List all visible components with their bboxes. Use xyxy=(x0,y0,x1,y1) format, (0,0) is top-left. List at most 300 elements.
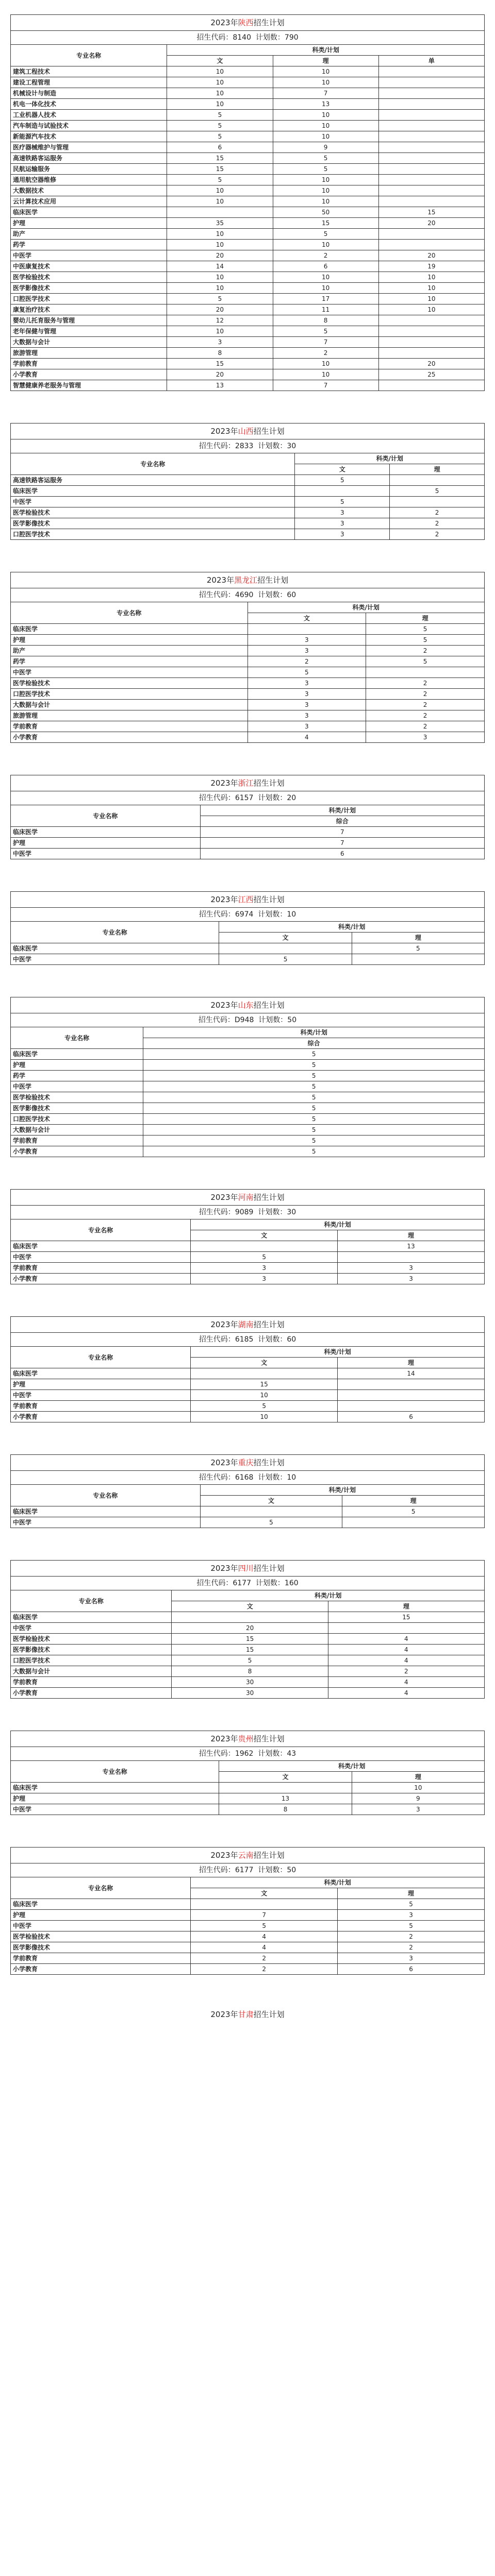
quota-cell: 10 xyxy=(273,121,378,131)
table-row xyxy=(11,1623,485,1634)
major-name-cell: 医学影像技术 xyxy=(11,1942,191,1953)
quota-cell: 4 xyxy=(191,1931,338,1942)
quota-cell: 5 xyxy=(167,175,273,185)
major-name-cell: 大数据与会计 xyxy=(11,700,248,710)
quota-cell: 5 xyxy=(143,1103,485,1114)
quota-cell xyxy=(378,326,484,337)
title-suffix: 招生计划 xyxy=(253,1564,285,1573)
quota-cell: 5 xyxy=(143,1071,485,1081)
table-row xyxy=(11,1049,485,1060)
section-title xyxy=(11,892,485,908)
quota-cell: 10 xyxy=(167,99,273,110)
major-name-cell: 临床医学 xyxy=(11,1506,201,1517)
major-name-cell: 护理 xyxy=(11,218,167,229)
quota-cell: 10 xyxy=(378,272,484,283)
quota-cell xyxy=(378,153,484,164)
quota-cell xyxy=(172,1612,328,1623)
quota-cell: 10 xyxy=(378,283,484,294)
quota-cell: 5 xyxy=(143,1092,485,1103)
major-name-cell: 护理 xyxy=(11,838,201,849)
quota-cell: 20 xyxy=(378,250,484,261)
quota-cell xyxy=(378,315,484,326)
quota-cell: 3 xyxy=(248,721,366,732)
major-name-cell: 中医学 xyxy=(11,849,201,859)
column-header-wen: 文 xyxy=(191,1230,338,1241)
section-title xyxy=(11,15,485,31)
quota-cell xyxy=(191,1241,338,1252)
quota-cell: 3 xyxy=(338,1953,485,1964)
code-info xyxy=(11,31,485,45)
column-header-li: 理 xyxy=(338,1358,485,1368)
header-row xyxy=(11,1219,485,1230)
major-name-cell: 助产 xyxy=(11,229,167,240)
quota-cell: 5 xyxy=(273,326,378,337)
table-row xyxy=(11,1931,485,1942)
quota-cell: 3 xyxy=(248,689,366,700)
quota-cell: 2 xyxy=(366,721,485,732)
quota-cell: 15 xyxy=(191,1379,338,1390)
table-row xyxy=(11,497,485,507)
title-suffix: 招生计划 xyxy=(253,778,285,788)
table-row xyxy=(11,838,485,849)
quota-cell: 15 xyxy=(172,1634,328,1645)
plan-total: 10 xyxy=(287,1473,296,1482)
quota-cell: 6 xyxy=(200,849,484,859)
plan-section xyxy=(10,1560,485,1699)
major-name-cell: 医疗器械维护与管理 xyxy=(11,142,167,153)
quota-cell: 5 xyxy=(167,131,273,142)
plan-total: 20 xyxy=(287,794,296,802)
quota-cell: 7 xyxy=(200,838,484,849)
quota-cell: 5 xyxy=(167,294,273,304)
quota-cell: 2 xyxy=(248,656,366,667)
table-row xyxy=(11,1793,485,1804)
table-row xyxy=(11,1081,485,1092)
table-row xyxy=(11,689,485,700)
quota-cell: 13 xyxy=(219,1793,352,1804)
quota-cell: 25 xyxy=(378,369,484,380)
quota-cell: 14 xyxy=(338,1368,485,1379)
plan-section xyxy=(10,775,485,859)
quota-cell xyxy=(342,1517,485,1528)
major-name-cell: 医学检验技术 xyxy=(11,507,295,518)
quota-cell: 7 xyxy=(273,380,378,391)
table-row xyxy=(11,218,485,229)
quota-cell xyxy=(390,475,485,486)
title-suffix: 招生计划 xyxy=(253,18,285,27)
plan-table xyxy=(10,891,485,965)
major-name-cell: 学前教育 xyxy=(11,1136,143,1146)
plan-label: 计划数： xyxy=(258,1016,288,1024)
major-name-cell: 小学教育 xyxy=(11,369,167,380)
plan-table xyxy=(10,1731,485,1815)
column-header-zonghe: 综合 xyxy=(143,1038,485,1049)
table-row xyxy=(11,229,485,240)
code-info xyxy=(11,1471,485,1485)
major-name-cell: 护理 xyxy=(11,1793,219,1804)
quota-cell: 2 xyxy=(273,250,378,261)
quota-cell: 4 xyxy=(328,1677,484,1688)
quota-cell: 5 xyxy=(167,110,273,121)
title-row xyxy=(11,997,485,1013)
code-value: 6185 xyxy=(235,1335,254,1344)
major-name-cell: 口腔医学技术 xyxy=(11,294,167,304)
quota-cell: 8 xyxy=(273,315,378,326)
quota-cell: 50 xyxy=(273,207,378,218)
title-suffix: 招生计划 xyxy=(253,2010,285,2019)
table-row xyxy=(11,207,485,218)
quota-cell: 10 xyxy=(273,110,378,121)
title-row xyxy=(11,1455,485,1471)
code-value: D948 xyxy=(234,1016,254,1024)
code-value: 8140 xyxy=(233,33,251,42)
table-row xyxy=(11,1655,485,1666)
quota-cell: 10 xyxy=(273,175,378,185)
major-name-cell: 小学教育 xyxy=(11,1688,172,1699)
code-label: 招生代码： xyxy=(199,591,235,599)
quota-cell: 15 xyxy=(172,1645,328,1655)
major-name-cell: 建筑工程技术 xyxy=(11,66,167,77)
table-row xyxy=(11,304,485,315)
quota-cell: 20 xyxy=(167,304,273,315)
category-header: 科类/计划 xyxy=(200,805,484,816)
table-row xyxy=(11,1274,485,1284)
header-row xyxy=(11,1347,485,1358)
code-info xyxy=(11,908,485,922)
quota-cell: 10 xyxy=(273,240,378,250)
quota-cell xyxy=(378,99,484,110)
quota-cell: 5 xyxy=(390,486,485,497)
table-row xyxy=(11,77,485,88)
quota-cell: 15 xyxy=(273,218,378,229)
quota-cell: 10 xyxy=(273,131,378,142)
table-row xyxy=(11,529,485,540)
category-header: 科类/计划 xyxy=(191,1219,485,1230)
quota-cell: 5 xyxy=(143,1049,485,1060)
major-header: 专业名称 xyxy=(11,1347,191,1368)
major-name-cell: 新能源汽车技术 xyxy=(11,131,167,142)
quota-cell xyxy=(378,131,484,142)
plan-section xyxy=(10,572,485,743)
major-name-cell: 临床医学 xyxy=(11,624,248,635)
table-row xyxy=(11,185,485,196)
major-name-cell: 大数据与会计 xyxy=(11,337,167,348)
table-row xyxy=(11,121,485,131)
major-name-cell: 建设工程管理 xyxy=(11,77,167,88)
table-row xyxy=(11,518,485,529)
column-header-dan: 单 xyxy=(378,56,484,66)
quota-cell: 5 xyxy=(342,1506,485,1517)
quota-cell xyxy=(366,667,485,678)
section-title xyxy=(11,1731,485,1747)
table-row xyxy=(11,153,485,164)
table-row xyxy=(11,1252,485,1263)
major-header: 专业名称 xyxy=(11,602,248,624)
year-text: 2023年 xyxy=(210,1734,238,1743)
table-row xyxy=(11,721,485,732)
table-row xyxy=(11,1390,485,1401)
quota-cell: 20 xyxy=(167,369,273,380)
plan-total: 160 xyxy=(284,1579,299,1587)
section-title xyxy=(11,775,485,791)
major-name-cell: 护理 xyxy=(11,635,248,646)
quota-cell: 5 xyxy=(219,954,352,965)
quota-cell: 8 xyxy=(172,1666,328,1677)
plan-label: 计划数： xyxy=(258,1335,287,1344)
quota-cell: 20 xyxy=(378,218,484,229)
quota-cell xyxy=(328,1623,484,1634)
table-row xyxy=(11,1368,485,1379)
province-name: 山东 xyxy=(238,1001,254,1010)
code-value: 6177 xyxy=(233,1579,251,1587)
quota-cell: 3 xyxy=(191,1274,338,1284)
category-header: 科类/计划 xyxy=(167,45,485,56)
major-header: 专业名称 xyxy=(11,1877,191,1899)
category-header: 科类/计划 xyxy=(295,453,485,464)
column-header-zonghe: 综合 xyxy=(200,816,484,827)
quota-cell xyxy=(200,1506,342,1517)
quota-cell xyxy=(378,121,484,131)
code-value: 4690 xyxy=(235,591,254,599)
major-name-cell: 学前教育 xyxy=(11,359,167,369)
quota-cell: 5 xyxy=(191,1252,338,1263)
next-section-title-partial xyxy=(10,2007,485,2020)
quota-cell xyxy=(219,1783,352,1793)
quota-cell: 4 xyxy=(191,1942,338,1953)
quota-cell xyxy=(378,88,484,99)
province-name: 湖南 xyxy=(238,1320,254,1329)
table-row xyxy=(11,142,485,153)
code-info xyxy=(11,1333,485,1347)
quota-cell xyxy=(378,229,484,240)
major-name-cell: 机电一体化技术 xyxy=(11,99,167,110)
quota-cell: 10 xyxy=(273,283,378,294)
plan-sections xyxy=(0,14,495,1975)
code-row xyxy=(11,1471,485,1485)
major-name-cell: 医学影像技术 xyxy=(11,1103,143,1114)
major-name-cell: 医学检验技术 xyxy=(11,272,167,283)
year-text: 2023年 xyxy=(210,1320,238,1329)
code-info xyxy=(11,1206,485,1219)
table-row xyxy=(11,359,485,369)
province-name: 甘肃 xyxy=(238,2010,254,2019)
major-name-cell: 机械设计与制造 xyxy=(11,88,167,99)
table-row xyxy=(11,110,485,121)
major-name-cell: 旅游管理 xyxy=(11,348,167,359)
major-header: 专业名称 xyxy=(11,1027,143,1049)
table-row xyxy=(11,1942,485,1953)
table-row xyxy=(11,486,485,497)
table-row xyxy=(11,1612,485,1623)
quota-cell: 14 xyxy=(167,261,273,272)
column-header-li: 理 xyxy=(366,613,485,624)
major-name-cell: 中医学 xyxy=(11,667,248,678)
table-row xyxy=(11,1136,485,1146)
major-name-cell: 医学影像技术 xyxy=(11,518,295,529)
major-header: 专业名称 xyxy=(11,45,167,66)
major-name-cell: 口腔医学技术 xyxy=(11,689,248,700)
plan-label: 计划数： xyxy=(258,1473,287,1482)
plan-label: 计划数： xyxy=(258,910,287,919)
code-label: 招生代码： xyxy=(199,442,235,450)
quota-cell: 13 xyxy=(167,380,273,391)
quota-cell: 10 xyxy=(167,66,273,77)
code-value: 6177 xyxy=(235,1866,254,1874)
plan-total: 10 xyxy=(287,910,296,919)
year-text: 2023年 xyxy=(206,575,235,585)
quota-cell: 3 xyxy=(248,678,366,689)
title-row xyxy=(11,1317,485,1333)
major-name-cell: 中医学 xyxy=(11,250,167,261)
quota-cell: 3 xyxy=(295,518,390,529)
major-header: 专业名称 xyxy=(11,805,201,827)
province-name: 贵州 xyxy=(238,1734,254,1743)
code-label: 招生代码： xyxy=(196,1579,233,1587)
quota-cell: 3 xyxy=(338,1263,485,1274)
quota-cell: 5 xyxy=(338,1899,485,1910)
code-value: 9089 xyxy=(235,1208,254,1216)
quota-cell: 2 xyxy=(328,1666,484,1677)
section-title xyxy=(11,1455,485,1471)
major-name-cell: 中医学 xyxy=(11,1921,191,1931)
plan-table xyxy=(10,572,485,743)
major-name-cell: 口腔医学技术 xyxy=(11,1114,143,1125)
title-row xyxy=(11,572,485,588)
major-name-cell: 大数据与会计 xyxy=(11,1125,143,1136)
quota-cell: 5 xyxy=(167,121,273,131)
major-name-cell: 医学检验技术 xyxy=(11,1634,172,1645)
plan-total: 60 xyxy=(287,591,296,599)
code-row xyxy=(11,439,485,453)
quota-cell: 20 xyxy=(378,359,484,369)
major-header: 专业名称 xyxy=(11,1219,191,1241)
table-row xyxy=(11,369,485,380)
quota-cell: 3 xyxy=(295,529,390,540)
table-row xyxy=(11,1666,485,1677)
major-name-cell: 云计算技术应用 xyxy=(11,196,167,207)
header-row xyxy=(11,805,485,816)
major-name-cell: 小学教育 xyxy=(11,732,248,743)
plan-label: 计划数： xyxy=(258,442,287,450)
title-suffix: 招生计划 xyxy=(253,1734,285,1743)
column-header-wen: 文 xyxy=(167,56,273,66)
title-suffix: 招生计划 xyxy=(253,1320,285,1329)
table-row xyxy=(11,1677,485,1688)
table-row xyxy=(11,326,485,337)
code-row xyxy=(11,908,485,922)
code-label: 招生代码： xyxy=(199,910,235,919)
table-row xyxy=(11,475,485,486)
plan-table xyxy=(10,1316,485,1422)
major-name-cell: 大数据技术 xyxy=(11,185,167,196)
code-info xyxy=(11,1747,485,1761)
plan-label: 计划数： xyxy=(258,794,287,802)
plan-table xyxy=(10,997,485,1157)
quota-cell: 12 xyxy=(167,315,273,326)
table-row xyxy=(11,1263,485,1274)
year-text: 2023年 xyxy=(210,2010,238,2019)
quota-cell: 2 xyxy=(366,689,485,700)
plan-total: 30 xyxy=(287,1208,296,1216)
quota-cell: 7 xyxy=(191,1910,338,1921)
province-name: 陕西 xyxy=(238,18,254,27)
province-name: 河南 xyxy=(238,1193,254,1202)
plan-table xyxy=(10,1560,485,1699)
quota-cell: 13 xyxy=(273,99,378,110)
major-name-cell: 中医学 xyxy=(11,1517,201,1528)
column-header-wen: 文 xyxy=(248,613,366,624)
code-row xyxy=(11,1013,485,1027)
section-title xyxy=(11,1561,485,1577)
year-text: 2023年 xyxy=(210,895,238,904)
major-name-cell: 临床医学 xyxy=(11,827,201,838)
plan-label: 计划数： xyxy=(258,591,287,599)
table-row xyxy=(11,1506,485,1517)
major-header: 专业名称 xyxy=(11,922,219,943)
quota-cell: 2 xyxy=(338,1942,485,1953)
title-row xyxy=(11,1561,485,1577)
table-row xyxy=(11,1092,485,1103)
spacer xyxy=(251,33,256,42)
plan-label: 计划数： xyxy=(255,33,285,42)
table-row xyxy=(11,1146,485,1157)
quota-cell: 10 xyxy=(378,304,484,315)
quota-cell: 5 xyxy=(143,1060,485,1071)
major-name-cell: 口腔医学技术 xyxy=(11,529,295,540)
column-header-li: 理 xyxy=(352,1772,484,1783)
code-row xyxy=(11,791,485,805)
quota-cell: 30 xyxy=(172,1677,328,1688)
major-name-cell: 工业机器人技术 xyxy=(11,110,167,121)
table-row xyxy=(11,1517,485,1528)
title-suffix: 招生计划 xyxy=(257,575,289,585)
quota-cell: 2 xyxy=(191,1964,338,1975)
table-row xyxy=(11,88,485,99)
code-label: 招生代码： xyxy=(199,794,235,802)
table-row xyxy=(11,250,485,261)
plan-section xyxy=(10,1316,485,1422)
spacer xyxy=(251,1579,256,1587)
table-row xyxy=(11,240,485,250)
quota-cell: 13 xyxy=(338,1241,485,1252)
quota-cell: 4 xyxy=(328,1645,484,1655)
major-name-cell: 小学教育 xyxy=(11,1964,191,1975)
plan-total: 50 xyxy=(287,1016,297,1024)
title-row xyxy=(11,775,485,791)
quota-cell: 3 xyxy=(295,507,390,518)
column-header-wen: 文 xyxy=(191,1358,338,1368)
code-label: 招生代码： xyxy=(198,1016,235,1024)
quota-cell xyxy=(338,1252,485,1263)
header-row xyxy=(11,45,485,56)
quota-cell xyxy=(378,175,484,185)
major-name-cell: 中医学 xyxy=(11,954,219,965)
table-row xyxy=(11,175,485,185)
quota-cell: 15 xyxy=(167,153,273,164)
code-label: 招生代码： xyxy=(199,1473,235,1482)
quota-cell xyxy=(378,110,484,121)
major-name-cell: 临床医学 xyxy=(11,486,295,497)
quota-cell: 10 xyxy=(191,1390,338,1401)
title-suffix: 招生计划 xyxy=(253,1193,285,1202)
major-name-cell: 小学教育 xyxy=(11,1274,191,1284)
quota-cell xyxy=(378,185,484,196)
table-row xyxy=(11,507,485,518)
major-name-cell: 医学影像技术 xyxy=(11,1645,172,1655)
quota-cell: 5 xyxy=(273,229,378,240)
quota-cell xyxy=(338,1390,485,1401)
year-text: 2023年 xyxy=(210,778,238,788)
